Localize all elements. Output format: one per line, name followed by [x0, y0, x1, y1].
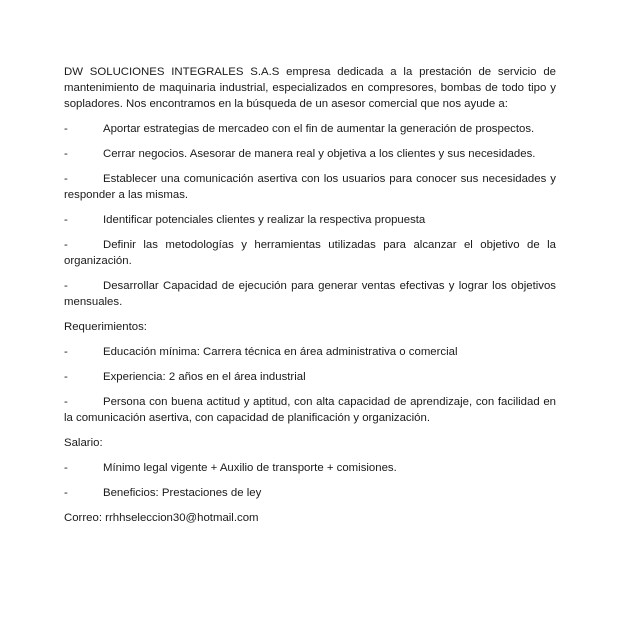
bullet-dash: -	[64, 346, 68, 358]
list-item-text: Persona con buena actitud y aptitud, con alta capacidad de aprendizaje, con facilidad en la comunicación asertiva, con capacidad de planificación y organización.	[64, 396, 556, 424]
bullet-dash: -	[64, 239, 68, 251]
salary-heading: Salario:	[64, 437, 103, 449]
list-item-text: Mínimo legal vigente + Auxilio de transporte + comisiones.	[103, 462, 397, 474]
intro-paragraph: DW SOLUCIONES INTEGRALES S.A.S empresa dedicada a la prestación de servicio de mantenimiento de maquinaria industrial, especializados en compresores, bombas de todo tipo y sopladores. Nos encontramos en la búsqueda de un asesor comercial que nos ayude a:	[64, 66, 556, 110]
salary-list	[64, 460, 556, 501]
bullet-dash: -	[64, 462, 68, 474]
list-item	[64, 369, 556, 385]
contact-email: Correo: rrhhseleccion30@hotmail.com	[64, 512, 259, 524]
list-item-text: Experiencia: 2 años en el área industrial	[103, 371, 306, 383]
list-item	[64, 460, 556, 476]
list-item	[64, 394, 556, 426]
requirements-list	[64, 344, 556, 426]
list-item-text: Identificar potenciales clientes y realizar la respectiva propuesta	[103, 214, 426, 226]
list-item	[64, 344, 556, 360]
duties-list	[64, 121, 556, 310]
list-item	[64, 171, 556, 203]
bullet-dash: -	[64, 214, 68, 226]
list-item	[64, 237, 556, 269]
list-item-text: Definir las metodologías y herramientas utilizadas para alcanzar el objetivo de la organización.	[64, 239, 556, 267]
bullet-dash: -	[64, 487, 68, 499]
list-item	[64, 212, 556, 228]
list-item-text: Educación mínima: Carrera técnica en área administrativa o comercial	[103, 346, 458, 358]
list-item-text: Establecer una comunicación asertiva con los usuarios para conocer sus necesidades y responder a las mismas.	[64, 173, 556, 201]
bullet-dash: -	[64, 148, 68, 160]
list-item	[64, 146, 556, 162]
list-item-text: Cerrar negocios. Asesorar de manera real y objetiva a los clientes y sus necesidades.	[103, 148, 536, 160]
bullet-dash: -	[64, 123, 68, 135]
requirements-heading: Requerimientos:	[64, 321, 147, 333]
bullet-dash: -	[64, 396, 68, 408]
list-item	[64, 278, 556, 310]
list-item-text: Beneficios: Prestaciones de ley	[103, 487, 262, 499]
list-item-text: Desarrollar Capacidad de ejecución para generar ventas efectivas y lograr los objetivos mensuales.	[64, 280, 556, 308]
list-item-text: Aportar estrategias de mercadeo con el fin de aumentar la generación de prospectos.	[103, 123, 535, 135]
list-item	[64, 121, 556, 137]
bullet-dash: -	[64, 173, 68, 185]
bullet-dash: -	[64, 371, 68, 383]
list-item	[64, 485, 556, 501]
bullet-dash: -	[64, 280, 68, 292]
